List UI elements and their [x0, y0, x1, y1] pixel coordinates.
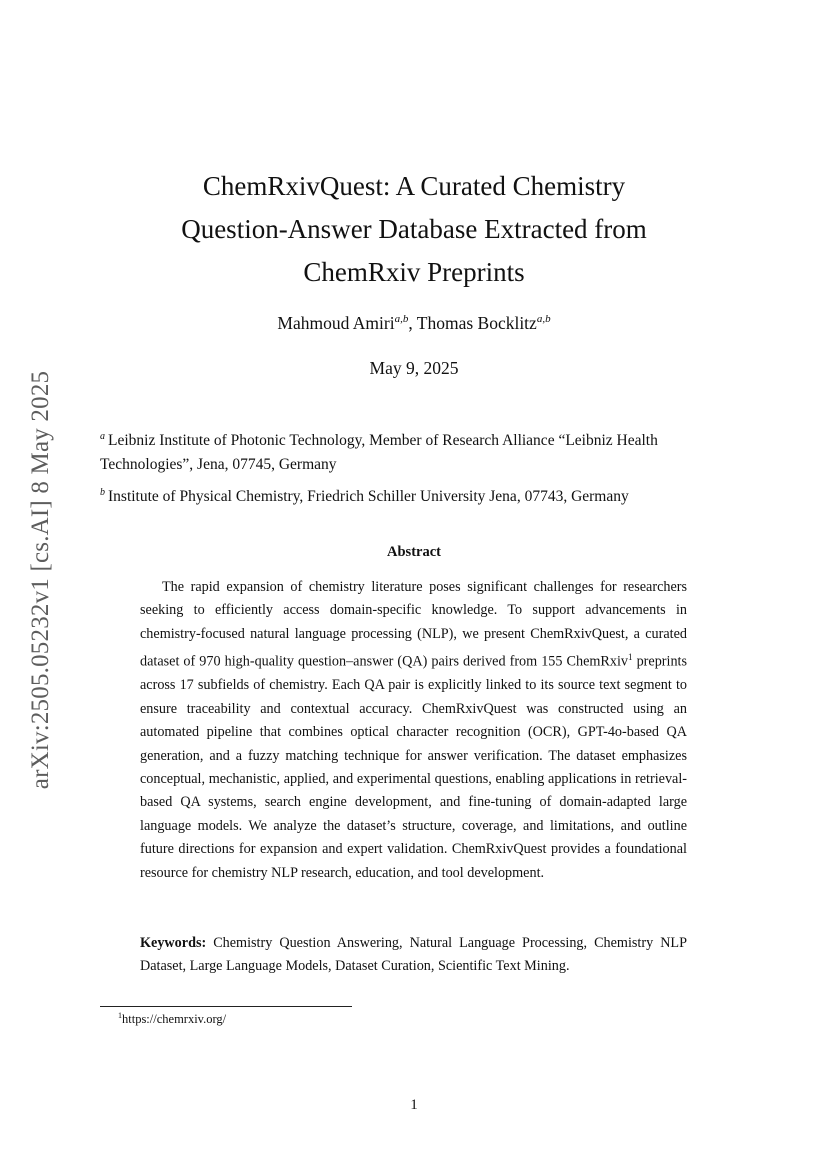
keywords	[140, 932, 687, 979]
publication-date: May 9, 2025	[369, 358, 459, 378]
affiliation-mark: a	[100, 431, 105, 442]
title-line-1: ChemRxivQuest: A Curated Chemistry	[202, 171, 626, 201]
affiliations	[100, 425, 730, 513]
affiliation-mark: b	[100, 487, 105, 499]
author-name: Thomas Bocklitz	[416, 313, 537, 333]
abstract-body	[140, 576, 687, 885]
paper-title	[100, 165, 728, 294]
author-affiliation-mark: a,b	[394, 313, 409, 326]
abstract-text-part-1: The rapid expansion of chemistry literature poses significant challenges for researchers seeking to efficiently access domain-specific knowledge. To support advancements in chemistry-focused natural language processing (NLP), we present ChemRxivQuest, a curated dataset of 970 high-quality question–answer (QA) pairs derived from 155 ChemRxiv	[140, 579, 687, 670]
footnote-reference[interactable]: 1	[628, 652, 633, 663]
affiliation-text: Institute of Physical Chemistry, Friedrich Schiller University Jena, 07743, Germany	[108, 488, 629, 506]
arxiv-identifier-stamp	[18, 300, 64, 860]
abstract-heading: Abstract	[387, 544, 441, 560]
footnote-mark: 1	[118, 1011, 122, 1020]
title-line-3: ChemRxiv Preprints	[303, 257, 525, 287]
keywords-label: Keywords:	[140, 935, 207, 951]
affiliation-text: Leibniz Institute of Photonic Technology, Member of Research Alliance “Leibniz Health Technologies”, Jena, 07745, Germany	[100, 432, 658, 474]
arxiv-identifier-text: arXiv:2505.05232v1 [cs.AI] 8 May 2025	[27, 370, 54, 790]
footnote-url[interactable]: https://chemrxiv.org/	[122, 1012, 227, 1027]
author-separator: ,	[408, 313, 417, 333]
footnote	[118, 1011, 226, 1027]
author-name: Mahmoud Amiri	[277, 313, 395, 333]
abstract-text-part-2: preprints across 17 subfields of chemistry. Each QA pair is explicitly linked to its source text segment to ensure traceability and contextual accuracy. ChemRxivQuest was constructed using an automated pipeline that combines optical character recognition (OCR), GPT-4o-based QA generation, and a fuzzy matching technique for answer verification. The dataset emphasizes conceptual, mechanistic, applied, and experimental questions, enabling applications in retrieval-based QA systems, search engine development, and fine-tuning of domain-adapted large language models. We analyze the dataset’s structure, coverage, and limitations, and outline future directions for expansion and expert validation. ChemRxivQuest provides a foundational resource for chemistry NLP research, education, and tool development.	[140, 653, 688, 881]
author-affiliation-mark: a,b	[536, 313, 551, 326]
page-number: 1	[410, 1097, 418, 1113]
affiliation-item	[100, 425, 730, 477]
author-list	[100, 313, 728, 334]
title-line-2: Question-Answer Database Extracted from	[181, 214, 647, 244]
keywords-text: Chemistry Question Answering, Natural Language Processing, Chemistry NLP Dataset, Large Language Models, Dataset Curation, Scientific Text Mining.	[140, 935, 687, 975]
footnote-divider	[100, 1006, 352, 1007]
affiliation-item	[100, 481, 730, 509]
